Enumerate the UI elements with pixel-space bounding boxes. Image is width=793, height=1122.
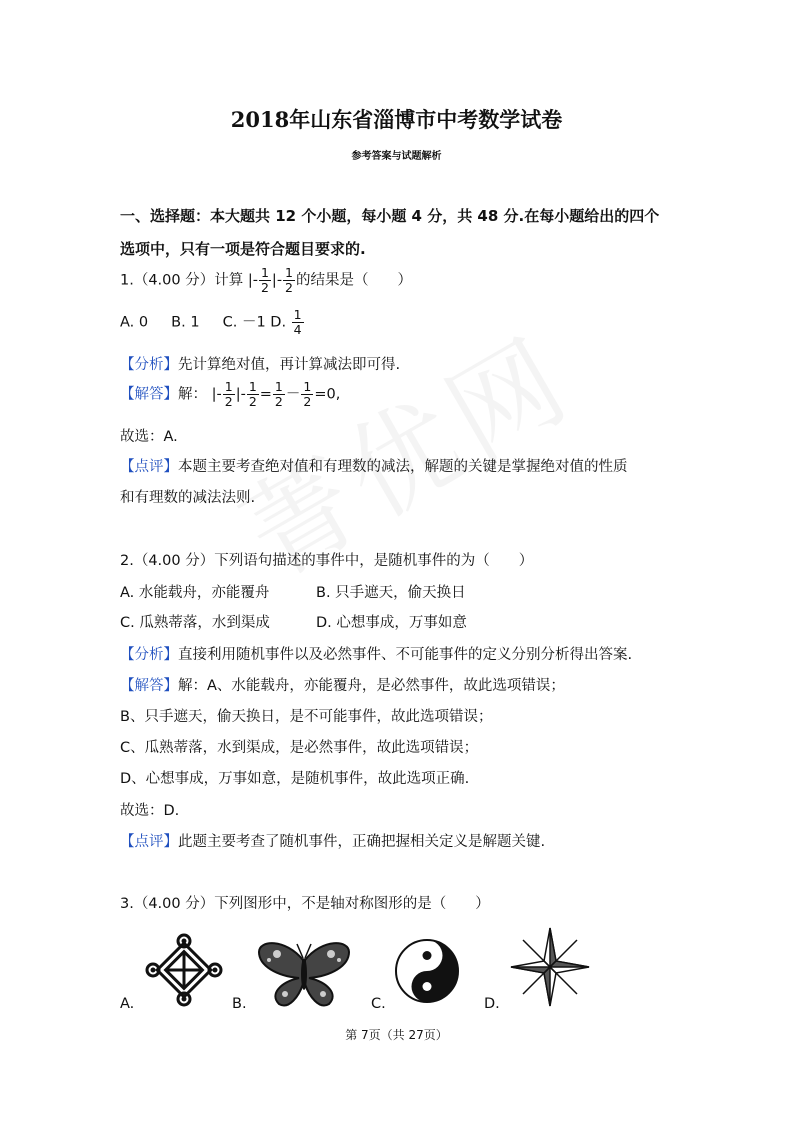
q3-label-d: D. <box>484 996 500 1012</box>
q2-answer-line3: C、瓜熟蒂落，水到渠成，是必然事件，故此选项错误； <box>120 740 479 756</box>
q1-answer-tag: 【解答】 <box>120 386 178 403</box>
q2-analysis-text: 直接利用随机事件以及必然事件、不可能事件的定义分别分析得出答案. <box>178 647 633 663</box>
q2-option-b: B. 只手遮天，偷天换日 <box>316 585 466 601</box>
q1-stem-prefix: 1.（4.00 分）计算 | <box>120 272 253 289</box>
q2-answer-line1: 解：A、水能载舟，亦能覆舟，是必然事件，故此选项错误； <box>178 678 565 694</box>
q1-option-c: C. －1 D. <box>222 314 287 331</box>
q1-option-b: B. 1 <box>171 314 200 331</box>
chinese-knot-icon <box>145 933 223 1007</box>
q2-answer-tag: 【解答】 <box>120 678 178 694</box>
q3-stem: 3.（4.00 分）下列图形中，不是轴对称图形的是（ ） <box>120 896 490 912</box>
q2-option-d: D. 心想事成，万事如意 <box>316 615 467 631</box>
q1-answer: 【解答】解： |- $\frac{1}{2}$ |- $\frac{1}{2}$ = $\frac{1}{2}$ － $\frac{1}{2}$ =0, <box>120 379 341 409</box>
butterfly-icon <box>255 938 353 1010</box>
q2-analysis-tag: 【分析】 <box>120 647 178 663</box>
q3-label-b: B. <box>232 996 247 1012</box>
q1-fraction-1: $\frac{1}{2}$ <box>260 265 269 295</box>
q2-option-c: C. 瓜熟蒂落，水到渠成 <box>120 615 270 631</box>
q1-answer-bar: | <box>235 386 241 403</box>
q1-options <box>120 308 305 337</box>
q1-comment-line2: 和有理数的减法法则. <box>120 490 256 506</box>
compass-star-icon <box>509 926 591 1008</box>
q1-answer-pre: 解： | <box>178 386 217 403</box>
q1-answer-equals: = <box>259 386 272 403</box>
q2-analysis <box>120 643 632 664</box>
q1-option-a: A. 0 <box>120 314 149 331</box>
section-heading-line1: 一、选择题：本大题共 12 个小题，每小题 4 分，共 48 分.在每小题给出的四个 <box>120 207 660 225</box>
q1-comment <box>120 455 628 476</box>
page-title: 2018年山东省淄博市中考数学试卷 <box>230 107 563 132</box>
q1-answer-fraction-1: $\frac{1}{2}$ <box>224 379 233 409</box>
q1-fraction-2: $\frac{1}{2}$ <box>285 265 293 295</box>
q1-answer-fraction-3: $\frac{1}{2}$ <box>274 379 283 409</box>
q2-stem: 2.（4.00 分）下列语句描述的事件中，是随机事件的为（ ） <box>120 553 534 569</box>
q3-label-c: C. <box>371 996 386 1012</box>
q2-choose: 故选：D. <box>120 803 180 819</box>
q3-label-a: A. <box>120 996 135 1012</box>
q1-analysis-tag: 【分析】 <box>120 357 178 373</box>
q1-analysis-text: 先计算绝对值，再计算减法即可得. <box>178 357 401 373</box>
q2-comment-tag: 【点评】 <box>120 834 178 850</box>
q2-answer-line4: D、心想事成，万事如意，是随机事件，故此选项正确. <box>120 771 470 787</box>
yin-yang-icon <box>394 938 460 1004</box>
section-heading-line2: 选项中，只有一项是符合题目要求的. <box>120 240 366 258</box>
q1-abs-bar: | <box>271 272 277 289</box>
q1-comment-text: 本题主要考查绝对值和有理数的减法，解题的关键是掌握绝对值的性质 <box>178 459 628 475</box>
q2-comment-text: 此题主要考查了随机事件，正确把握相关定义是解题关键. <box>178 834 546 850</box>
q2-answer-line2: B、只手遮天，偷天换日，是不可能事件，故此选项错误； <box>120 709 493 725</box>
q1-option-d-fraction: $\frac{1}{4}$ <box>293 307 302 337</box>
q2-comment <box>120 830 545 851</box>
q1-stem-suffix: 的结果是（ ） <box>296 272 412 289</box>
q1-analysis <box>120 353 400 374</box>
page-subtitle: 参考答案与试题解析 <box>351 151 442 162</box>
q1-answer-minus: － <box>285 386 301 403</box>
q1-answer-fraction-2: $\frac{1}{2}$ <box>248 379 257 409</box>
q1-choose: 故选：A. <box>120 429 178 445</box>
q1-stem: 1.（4.00 分）计算 |- $\frac{1}{2}$ |- $\frac{1}{2}$ 的结果是（ ） <box>120 265 412 295</box>
q2-answer <box>120 674 565 695</box>
q1-answer-fraction-4: $\frac{1}{2}$ <box>303 379 312 409</box>
q2-option-a: A. 水能载舟，亦能覆舟 <box>120 585 270 601</box>
q1-answer-end: =0, <box>314 386 341 403</box>
q1-comment-tag: 【点评】 <box>120 459 178 475</box>
page-footer: 第 7页（共 27页） <box>345 1028 448 1042</box>
